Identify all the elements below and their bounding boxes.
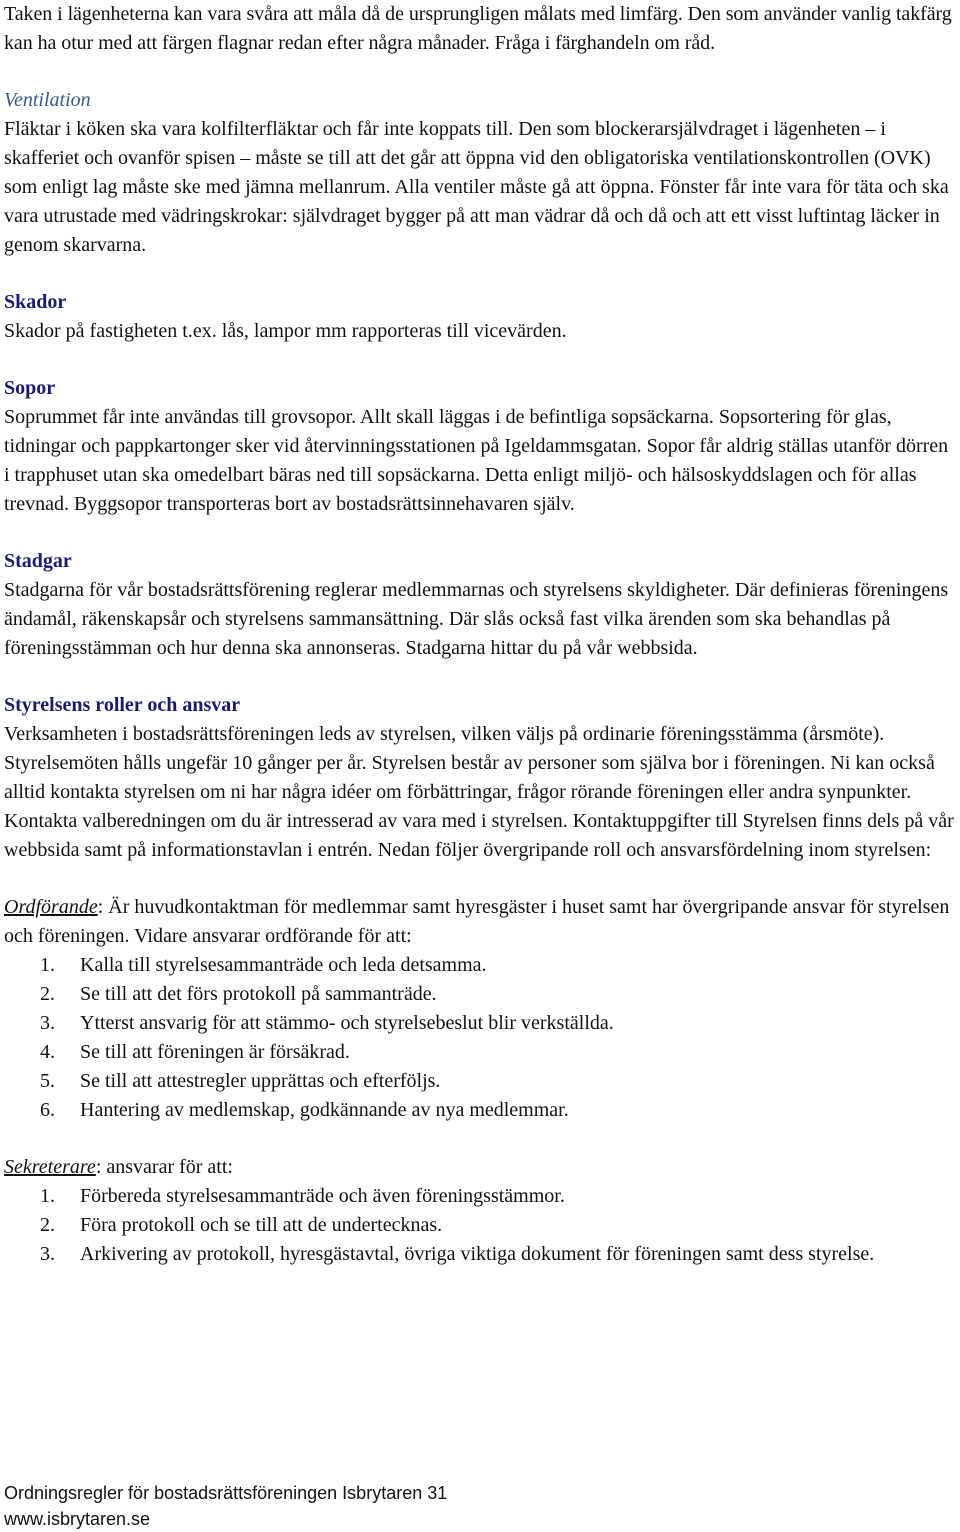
list-text: Se till att det förs protokoll på sammanträde. — [80, 983, 437, 1005]
list-number: 3. — [40, 1012, 55, 1034]
heading-styrelsen: Styrelsens roller och ansvar — [4, 694, 241, 716]
ventilation-body: Fläktar i köken ska vara kolfilterfläktar och får inte koppats till. Den som blockerarsjälvdraget i lägenheten – i skafferiet och ovanför spisen – måste se till att det går att öppna vid den obligatoriska ventilationskontrollen (OVK) som enligt lag måste ske med jämna mellanrum. Alla ventiler måste gå att öppna. Fönster får inte vara för täta och ska vara utrustade med vädringskrokar: självdraget bygger på att man vädrar då och då och att ett visst luftintag läcker in genom skarvarna. — [4, 118, 949, 256]
list-text: Hantering av medlemskap, godkännande av nya medlemmar. — [80, 1099, 569, 1121]
list-text: Ytterst ansvarig för att stämmo- och styrelsebeslut blir verkställda. — [80, 1012, 614, 1034]
skador-body: Skador på fastigheten t.ex. lås, lampor mm rapporteras till vicevärden. — [4, 320, 567, 342]
list-item — [4, 951, 958, 980]
sekreterare-list — [4, 1182, 958, 1269]
section-ordforande — [4, 893, 958, 1125]
page-footer — [4, 1480, 447, 1532]
list-text: Förbereda styrelsesammanträde och även föreningsstämmor. — [80, 1185, 565, 1207]
section-ventilation — [4, 86, 958, 260]
stadgar-body: Stadgarna för vår bostadsrättsförening reglerar medlemmarnas och styrelsens skyldigheter. Där definieras föreningens ändamål, räkenskapsår och styrelsens sammansättning. Där slås också fast vilka ärenden som ska behandlas på föreningsstämman och hur denna ska annonseras. Stadgarna hittar du på vår webbsida. — [4, 579, 949, 659]
ordforande-intro: : Är huvudkontaktman för medlemmar samt hyresgäster i huset samt har övergripande ansvar för styrelsen och föreningen. Vidare ansvarar ordförande för att: — [4, 896, 950, 947]
ordforande-list — [4, 951, 958, 1125]
list-number: 5. — [40, 1070, 55, 1092]
list-number: 6. — [40, 1099, 55, 1121]
document-page — [4, 0, 958, 1269]
section-sekreterare — [4, 1153, 958, 1269]
list-text: Se till att föreningen är försäkrad. — [80, 1041, 350, 1063]
heading-skador: Skador — [4, 291, 67, 313]
list-text: Arkivering av protokoll, hyresgästavtal, övriga viktiga dokument för föreningen samt dess styrelse. — [80, 1243, 875, 1265]
list-number: 4. — [40, 1041, 55, 1063]
heading-sopor: Sopor — [4, 377, 56, 399]
list-item — [4, 1211, 958, 1240]
sekreterare-intro-paragraph — [4, 1153, 958, 1182]
list-item — [4, 1038, 958, 1067]
section-sopor — [4, 374, 958, 519]
ordforande-title: Ordförande — [4, 896, 98, 918]
sekreterare-title: Sekreterare — [4, 1156, 96, 1178]
heading-ventilation: Ventilation — [4, 89, 91, 111]
section-skador — [4, 288, 958, 346]
list-number: 1. — [40, 1185, 55, 1207]
ordforande-intro-paragraph — [4, 893, 958, 951]
list-number: 2. — [40, 983, 55, 1005]
section-stadgar — [4, 547, 958, 663]
footer-title: Ordningsregler för bostadsrättsföreningen Isbrytaren 31 — [4, 1483, 448, 1503]
sopor-body: Soprummet får inte användas till grovsopor. Allt skall läggas i de befintliga sopsäckarna. Sopsortering för glas, tidningar och pappkartonger sker vid återvinningsstationen på Igeldammsgatan. Sopor får aldrig ställas utanför dörren i trapphuset utan ska omedelbart bäras ned till sopsäckarna. Detta enligt miljö- och hälsoskyddslagen och för allas trevnad. Byggsopor transporteras bort av bostadsrättsinnehavaren själv. — [4, 406, 949, 515]
list-item — [4, 1240, 958, 1269]
list-number: 1. — [40, 954, 55, 976]
intro-paragraph: Taken i lägenheterna kan vara svåra att måla då de ursprungligen målats med limfärg. Den som använder vanlig takfärg kan ha otur med att färgen flagnar redan efter några månader. Fråga i färghandeln om råd. — [4, 3, 952, 54]
list-text: Se till att attestregler upprättas och efterföljs. — [80, 1070, 441, 1092]
list-item — [4, 980, 958, 1009]
list-item — [4, 1067, 958, 1096]
list-text: Kalla till styrelsesammanträde och leda detsamma. — [80, 954, 487, 976]
list-number: 2. — [40, 1214, 55, 1236]
footer-website: www.isbrytaren.se — [4, 1509, 151, 1529]
list-number: 3. — [40, 1243, 55, 1265]
styrelsen-body: Verksamheten i bostadsrättsföreningen leds av styrelsen, vilken väljs på ordinarie föreningsstämma (årsmöte). Styrelsemöten hålls ungefär 10 gånger per år. Styrelsen består av personer som själva bor i föreningen. Ni kan också alltid kontakta styrelsen om ni har några idéer om förbättringar, frågor rörande föreningen eller andra synpunkter. Kontakta valberedningen om du är intresserad av vara med i styrelsen. Kontaktuppgifter till Styrelsen finns dels på vår webbsida samt på informationstavlan i entrén. Nedan följer övergripande roll och ansvarsfördelning inom styrelsen: — [4, 723, 954, 861]
list-item — [4, 1009, 958, 1038]
sekreterare-intro: : ansvarar för att: — [95, 1156, 233, 1178]
list-item — [4, 1096, 958, 1125]
list-item — [4, 1182, 958, 1211]
list-text: Föra protokoll och se till att de undertecknas. — [80, 1214, 443, 1236]
section-styrelsen — [4, 691, 958, 865]
heading-stadgar: Stadgar — [4, 550, 72, 572]
